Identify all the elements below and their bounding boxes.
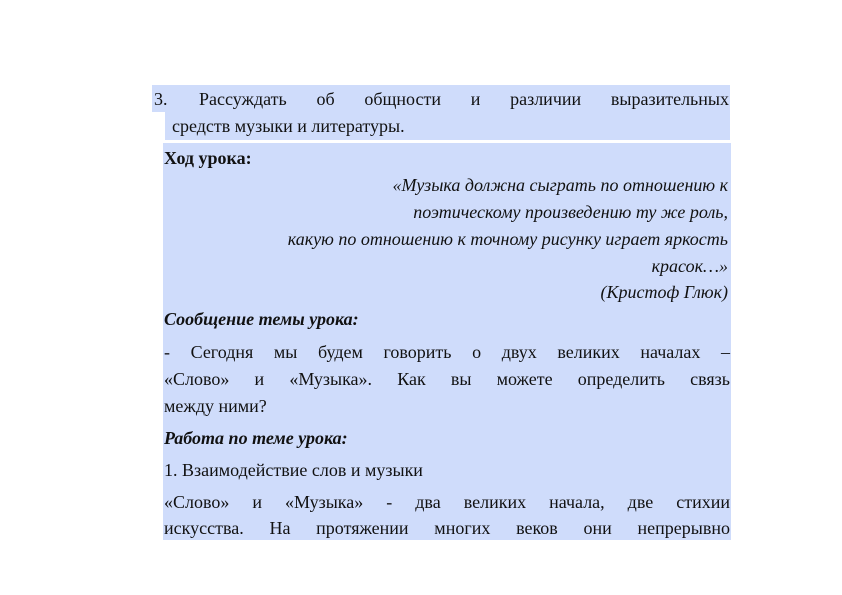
- topic-work-heading: Работа по теме урока:: [164, 428, 348, 448]
- epigraph-line3: какую по отношению к точному рисунку играет яркость: [287, 229, 728, 249]
- topic-message-line3: между ними?: [164, 396, 267, 416]
- topic-work-item1: 1. Взаимодействие слов и музыки: [164, 460, 423, 480]
- topic-message-heading: Сообщение темы урока:: [164, 309, 359, 329]
- topic-work-line1: «Слово» и «Музыка» - два великих начала, две стихии: [164, 492, 730, 512]
- epigraph-line4: красок…»: [651, 256, 728, 276]
- epigraph-line1: «Музыка должна сыграть по отношению к: [392, 175, 728, 195]
- topic-message-line2: «Слово» и «Музыка». Как вы можете определить связь: [164, 369, 730, 389]
- topic-work-line2: искусства. На протяжении многих веков они непрерывно: [164, 518, 730, 538]
- lesson-flow-heading: Ход урока:: [164, 148, 252, 168]
- objective-line2: средств музыки и литературы.: [172, 116, 405, 136]
- objective-line1: Рассуждать об общности и различии выразительных: [199, 89, 729, 109]
- epigraph-author: (Кристоф Глюк): [600, 282, 728, 302]
- topic-message-line1: - Сегодня мы будем говорить о двух великих началах –: [164, 342, 730, 362]
- objective-number: 3.: [154, 89, 168, 109]
- epigraph-line2: поэтическому произведению ту же роль,: [413, 202, 728, 222]
